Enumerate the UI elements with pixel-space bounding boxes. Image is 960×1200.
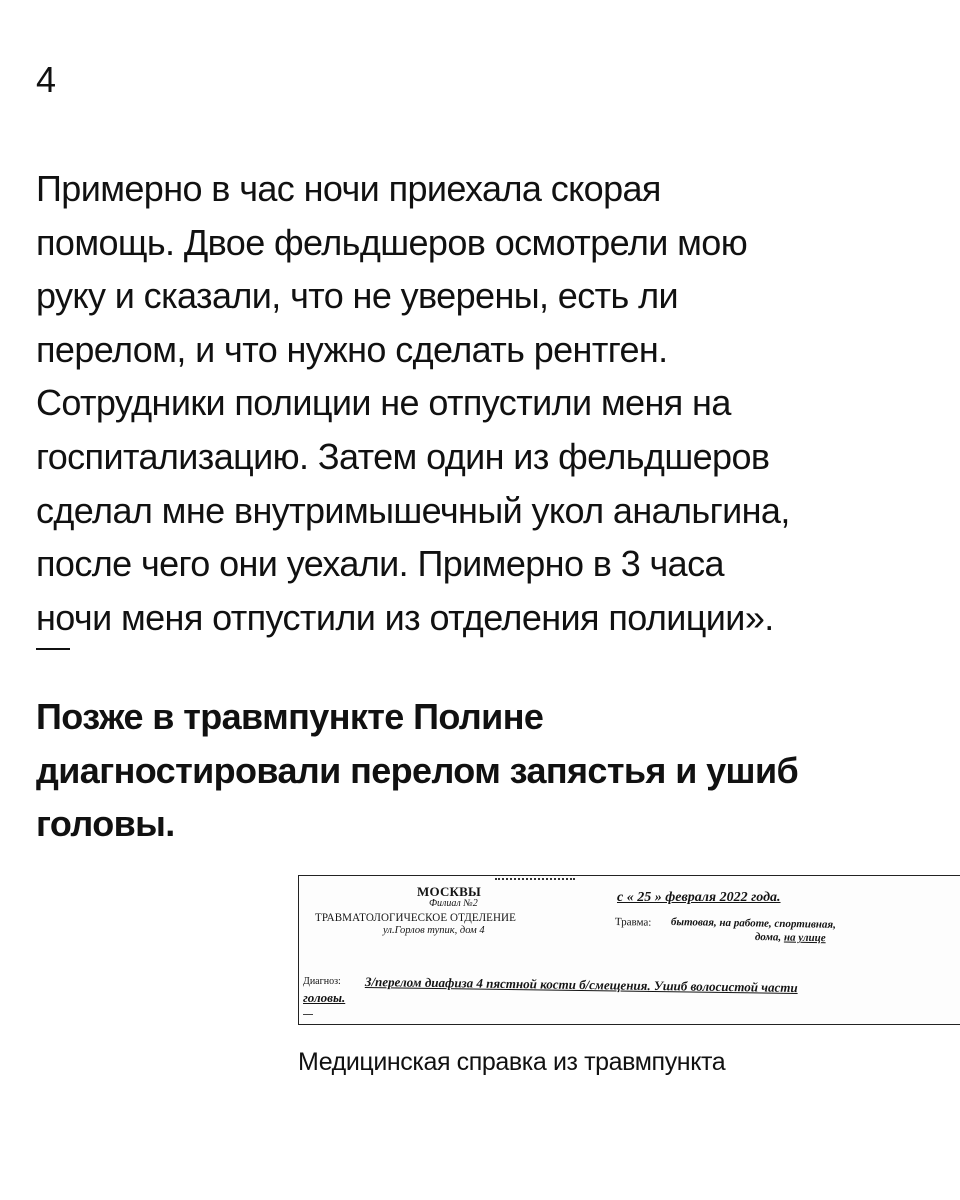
quote-line: после чего они уехали. Примерно в 3 часа (36, 543, 724, 585)
certificate-branch: Филиал №2 (429, 898, 478, 909)
certificate-diagnosis-text: З/перелом диафиза 4 пястной кости б/смещения. Ушиб волосистой части (364, 974, 798, 996)
page-number: 4 (36, 59, 57, 100)
quote-paragraph (36, 162, 936, 644)
quote-line: сделал мне внутримышечный укол анальгина, (36, 489, 790, 531)
quote-line: перелом, и что нужно сделать рентген. (36, 328, 668, 370)
highlight-line: Позже в травмпункте Полине (36, 696, 544, 737)
highlight-line: головы. (36, 803, 175, 845)
diagnosis-highlight (36, 690, 936, 851)
certificate-trauma-options: бытовая, на работе, спортивная, (670, 916, 836, 931)
certificate-city: МОСКВЫ (417, 884, 481, 899)
quote-line: Примерно в час ночи приехала скорая (36, 168, 661, 209)
quote-line: госпитализацию. Затем один из фельдшеров (36, 435, 770, 477)
certificate-diagnosis-label: Диагноз: (303, 976, 341, 987)
certificate-trauma-label: Травма: (614, 916, 652, 929)
certificate-department: ТРАВМАТОЛОГИЧЕСКОЕ ОТДЕЛЕНИЕ (315, 910, 516, 924)
certificate-top-mark (495, 878, 575, 883)
certificate-date: с « 25 » февраля 2022 года. (617, 890, 781, 905)
certificate-address: ул.Горлов тупик, дом 4 (383, 925, 485, 936)
quote-line: помощь. Двое фельдшеров осмотрели мою (36, 221, 748, 263)
certificate-trauma-options-2 (755, 931, 826, 945)
image-caption: Медицинская справка из травмпункта (298, 1048, 726, 1076)
certificate-diagnosis-text-2: головы. (303, 990, 346, 1005)
medical-certificate-image (298, 875, 960, 1025)
certificate-trauma-street: на улице (783, 931, 826, 945)
quote-line: Сотрудники полиции не отпустили меня на (36, 382, 731, 424)
quote-line: руку и сказали, что не уверены, есть ли (36, 275, 678, 317)
certificate-bottom-mark (303, 1014, 313, 1019)
quote-line: ночи меня отпустили из отделения полиции». (36, 596, 774, 638)
certificate-trauma-home: дома, (754, 931, 785, 944)
separator-dash (36, 648, 70, 650)
highlight-line: диагностировали перелом запястья и ушиб (36, 749, 799, 791)
